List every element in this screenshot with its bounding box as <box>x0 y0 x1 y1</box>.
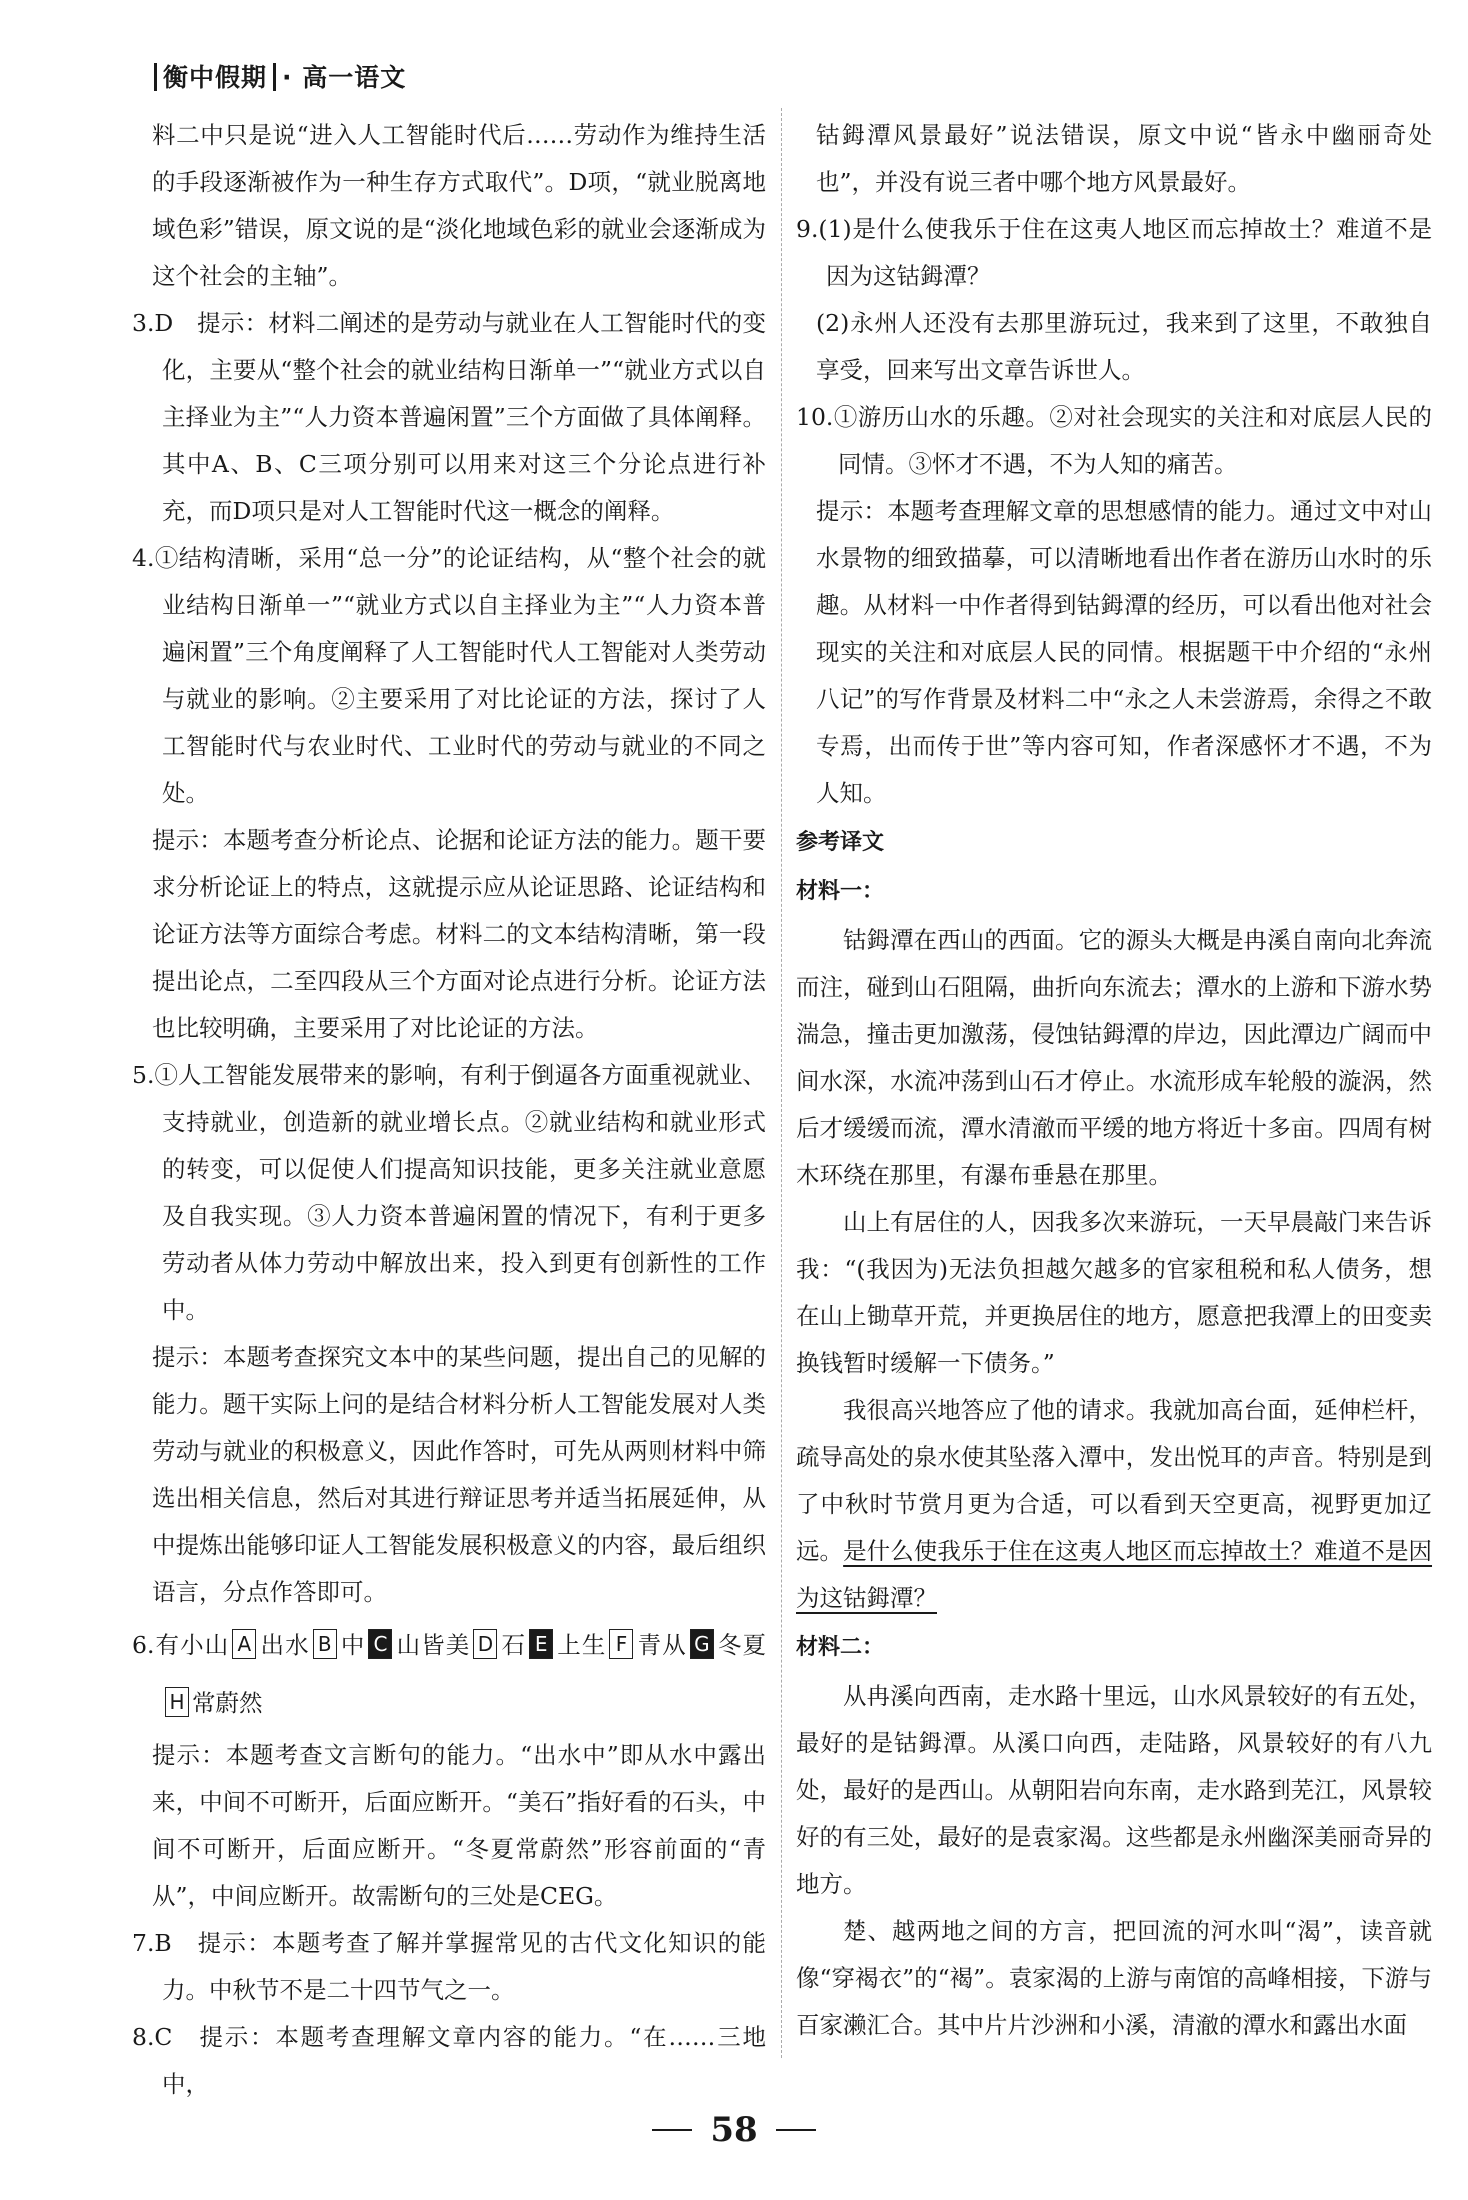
material-1-title: 材料一： <box>796 879 885 904</box>
segment: 有小山 <box>154 1631 230 1659</box>
right-column <box>796 112 1432 2049</box>
material-1-paragraph-3 <box>796 1387 1432 1622</box>
segment: 山皆美 <box>395 1631 471 1659</box>
segment: 石 <box>500 1631 527 1659</box>
answer-9-part-1: 9.(1)是什么使我乐于住在这夷人地区而忘掉故土？难道不是因为这钴鉧潭？ <box>796 215 1432 290</box>
break-box-h: H <box>165 1687 189 1717</box>
page-number <box>0 2110 1468 2150</box>
break-box-b: B <box>313 1629 337 1659</box>
answer-7: 7.B 提示：本题考查了解并掌握常见的古代文化知识的能力。中秋节不是二十四节气之一。 <box>132 1929 766 2004</box>
break-box-g-selected: G <box>690 1629 714 1659</box>
header-bar-left <box>154 63 157 91</box>
answer-4-hint: 提示：本题考查分析论点、论据和论证方法的能力。题干要求分析论证上的特点，这就提示应从论证思路、论证结构和论证方法等方面综合考虑。材料二的文本结构清晰，第一段提出论点，二至四段从三个方面对论点进行分析。论证方法也比较明确，主要采用了对比论证的方法。 <box>152 826 766 1042</box>
underlined-sentence: 是什么使我乐于住在这夷人地区而忘掉故土？难道不是因为这钴鉧潭？ <box>796 1537 1433 1612</box>
break-box-e-selected: E <box>529 1629 553 1659</box>
material-1-paragraph-1: 钴鉧潭在西山的西面。它的源头大概是冉溪自南向北奔流而注，碰到山石阻隔，曲折向东流去；潭水的上游和下游水势湍急，撞击更加激荡，侵蚀钴鉧潭的岸边，因此潭边广阔而中间水深，水流冲荡到山石才停止。水流形成车轮般的漩涡，然后才缓缓而流，潭水清澈而平缓的地方将近十多亩。四周有树木环绕在那里，有瀑布垂悬在那里。 <box>796 926 1432 1189</box>
segment: 出水 <box>259 1631 310 1659</box>
break-box-a: A <box>232 1629 256 1659</box>
page-header <box>148 58 406 94</box>
header-bar-right <box>273 63 276 91</box>
segment: 青从 <box>636 1631 687 1659</box>
column-divider <box>781 108 782 2058</box>
answer-10: 10.①游历山水的乐趣。②对社会现实的关注和对底层人民的同情。③怀才不遇，不为人知的痛苦。 <box>796 403 1432 478</box>
reference-translation-title: 参考译文 <box>796 830 885 855</box>
header-subject: · 高一语文 <box>282 63 407 92</box>
page-number-value: 58 <box>710 2110 758 2150</box>
answer-4: 4.①结构清晰，采用“总一分”的论证结构，从“整个社会的就业结构日渐单一”“就业方式以自主择业为主”“人力资本普遍闲置”三个角度阐释了人工智能时代人工智能对人类劳动与就业的影响。②主要采用了对比论证的方法，探讨了人工智能时代与农业时代、工业时代的劳动与就业的不同之处。 <box>132 544 766 807</box>
answer-8: 8.C 提示：本题考查理解文章内容的能力。“在……三地中， <box>132 2023 766 2098</box>
answer-6-hint: 提示：本题考查文言断句的能力。“出水中”即从水中露出来，中间不可断开，后面应断开。“美石”指好看的石头，中间不可断开，后面应断开。“冬夏常蔚然”形容前面的“青从”，中间应断开。故需断句的三处是CEG。 <box>152 1741 766 1910</box>
segment: 中 <box>339 1631 366 1659</box>
answer-5: 5.①人工智能发展带来的影响，有利于倒逼各方面重视就业、支持就业，创造新的就业增长点。②就业结构和就业形式的转变，可以促使人们提高知识技能，更多关注就业意愿及自我实现。③人力资本普遍闲置的情况下，有利于更多劳动者从体力劳动中解放出来，投入到更有创新性的工作中。 <box>132 1061 766 1324</box>
header-brand: 衡中假期 <box>163 63 268 92</box>
material-2-paragraph-2: 楚、越两地之间的方言，把回流的河水叫“渴”，读音就像“穿褐衣”的“褐”。袁家渴的上游与南馆的高峰相接，下游与百家濑汇合。其中片片沙洲和小溪，清澈的潭水和露出水面 <box>796 1917 1432 2039</box>
answer-3: 3.D 提示：材料二阐述的是劳动与就业在人工智能时代的变化，主要从“整个社会的就业结构日渐单一”“就业方式以自主择业为主”“人力资本普遍闲置”三个方面做了具体阐释。其中A、B、C三项分别可以用来对这三个分论点进行补充，而D项只是对人工智能时代这一概念的阐释。 <box>132 309 766 525</box>
answer-8-continued: 钴鉧潭风景最好”说法错误，原文中说“皆永中幽丽奇处也”，并没有说三者中哪个地方风景最好。 <box>816 121 1432 196</box>
material-1-paragraph-3-text: 我很高兴地答应了他的请求。我就加高台面，延伸栏杆，疏导高处的泉水使其坠落入潭中，发出悦耳的声音。特别是到了中秋时节赏月更为合适，可以看到天空更高，视野更加辽远。 <box>796 1396 1432 1565</box>
page-number-dash-right <box>776 2129 816 2131</box>
segment: 常蔚然 <box>192 1689 263 1717</box>
break-box-d: D <box>473 1629 497 1659</box>
answer-6 <box>132 1616 766 1732</box>
answer-10-hint: 提示：本题考查理解文章的思想感情的能力。通过文中对山水景物的细致描摹，可以清晰地看出作者在游历山水时的乐趣。从材料一中作者得到钴鉧潭的经历，可以看出他对社会现实的关注和对底层人民的同情。根据题干中介绍的“永州八记”的写作背景及材料二中“永之人未尝游焉，余得之不敢专焉，出而传于世”等内容可知，作者深感怀才不遇，不为人知。 <box>816 497 1432 807</box>
material-1-paragraph-2: 山上有居住的人，因我多次来游玩，一天早晨敲门来告诉我：“(我因为)无法负担越欠越多的官家租税和私人债务，想在山上锄草开荒，并更换居住的地方，愿意把我潭上的田变卖换钱暂时缓解一下债务。” <box>796 1208 1432 1377</box>
segment: 冬夏 <box>716 1631 767 1659</box>
left-column <box>132 112 766 2108</box>
answer-2-continued: 料二中只是说“进入人工智能时代后……劳动作为维持生活的手段逐渐被作为一种生存方式取代”。D项，“就业脱离地域色彩”错误，原文说的是“淡化地域色彩的就业会逐渐成为这个社会的主轴”。 <box>152 121 766 290</box>
page-number-dash-left <box>652 2129 692 2131</box>
material-2-title: 材料二： <box>796 1635 885 1660</box>
answer-5-hint: 提示：本题考查探究文本中的某些问题，提出自己的见解的能力。题干实际上问的是结合材料分析人工智能发展对人类劳动与就业的积极意义，因此作答时，可先从两则材料中筛选出相关信息，然后对其进行辩证思考并适当拓展延伸，从中提炼出能够印证人工智能发展积极意义的内容，最后组织语言，分点作答即可。 <box>152 1343 766 1606</box>
segment: 上生 <box>556 1631 607 1659</box>
answer-9-part-2: (2)永州人还没有去那里游玩过，我来到了这里，不敢独自享受，回来写出文章告诉世人。 <box>816 309 1432 384</box>
break-box-f: F <box>609 1629 633 1659</box>
break-box-c-selected: C <box>368 1629 392 1659</box>
material-2-paragraph-1: 从冉溪向西南，走水路十里远，山水风景较好的有五处，最好的是钴鉧潭。从溪口向西，走陆路，风景较好的有八九处，最好的是西山。从朝阳岩向东南，走水路到芜江，风景较好的有三处，最好的是袁家渴。这些都是永州幽深美丽奇异的地方。 <box>796 1682 1432 1898</box>
answer-6-number: 6. <box>132 1631 155 1659</box>
